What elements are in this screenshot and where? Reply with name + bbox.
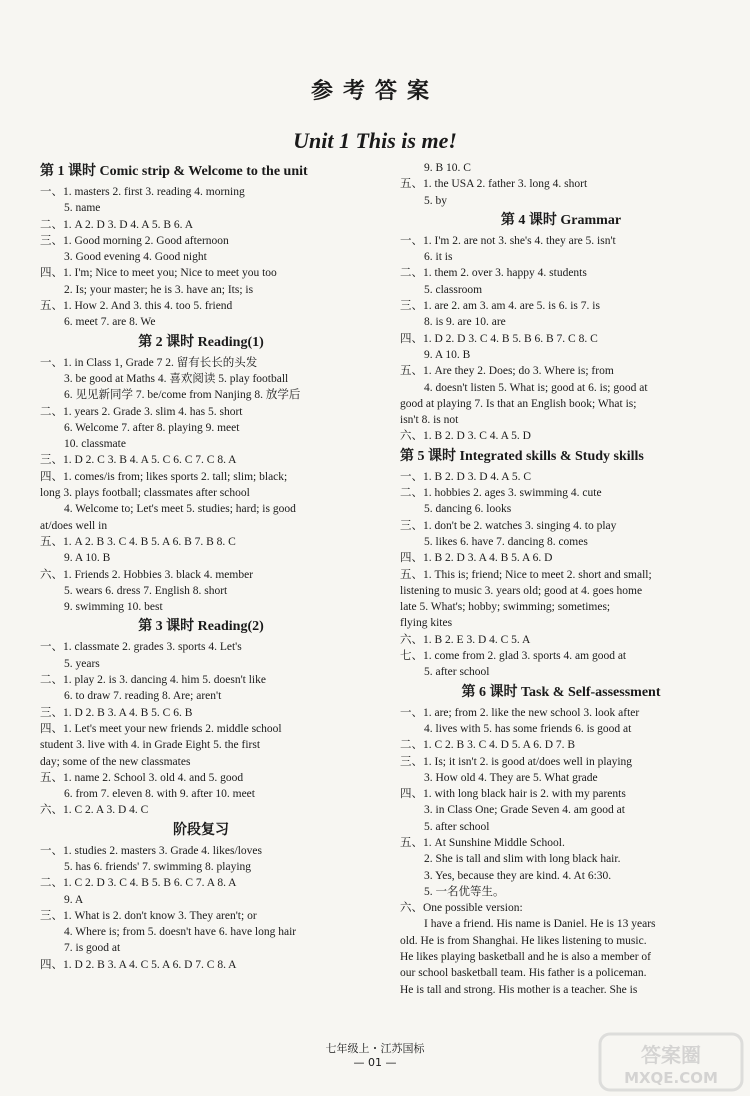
answer-line: 6. 见见新同学 7. be/come from Nanjing 8. 放学后 xyxy=(64,389,301,402)
watermark-top-text: 答案圈 xyxy=(641,1043,701,1067)
footer-grade: 七年级上・江苏国标 xyxy=(325,1042,425,1055)
answer-line: late 5. What's; hobby; swimming; sometimes; xyxy=(400,601,611,614)
answer-line: 二、1. A 2. D 3. D 4. A 5. B 6. A xyxy=(40,218,194,231)
answer-line: 三、1. Is; it isn't 2. is good at/does well in playing xyxy=(400,755,633,768)
answer-line: 四、1. I'm; Nice to meet you; Nice to meet you too xyxy=(40,267,277,280)
answer-line: 二、1. hobbies 2. ages 3. swimming 4. cute xyxy=(400,487,602,500)
section-heading: 阶段复习 xyxy=(173,822,229,838)
answer-line: 一、1. I'm 2. are not 3. she's 4. they are 5. isn't xyxy=(400,234,616,247)
answer-line: good at playing 7. Is that an English book; What is; xyxy=(400,397,637,410)
answer-line: 二、1. play 2. is 3. dancing 4. him 5. doesn't like xyxy=(40,674,266,687)
answer-line: 三、1. What is 2. don't know 3. They aren't; or xyxy=(40,909,257,922)
answer-line: 六、1. B 2. E 3. D 4. C 5. A xyxy=(400,633,531,646)
answer-line: flying kites xyxy=(400,617,453,630)
answer-line: 4. doesn't listen 5. What is; good at 6. is; good at xyxy=(424,381,648,394)
answer-line: 4. Welcome to; Let's meet 5. studies; hard; is good xyxy=(64,503,296,516)
answer-line: 3. in Class One; Grade Seven 4. am good at xyxy=(424,804,625,817)
answer-line: 一、1. in Class 1, Grade 7 2. 留有长长的头发 xyxy=(40,356,258,369)
answer-line: 五、1. How 2. And 3. this 4. too 5. friend xyxy=(40,300,233,313)
answer-line: 三、1. D 2. B 3. A 4. B 5. C 6. B xyxy=(40,706,193,719)
answer-line: 二、1. C 2. D 3. C 4. B 5. B 6. C 7. A 8. A xyxy=(40,877,237,890)
answer-line: 2. She is tall and slim with long black hair. xyxy=(424,853,621,866)
answer-line: 5. wears 6. dress 7. English 8. short xyxy=(64,584,228,597)
section-heading: 第 4 课时 Grammar xyxy=(500,212,622,228)
section-heading: 第 1 课时 Comic strip & Welcome to the unit xyxy=(40,164,308,179)
answer-line: 9. A 10. B xyxy=(424,348,471,361)
answer-line: 5. classroom xyxy=(424,283,483,296)
answer-line: 6. meet 7. are 8. We xyxy=(64,316,156,329)
answer-line: long 3. plays football; classmates after school xyxy=(40,487,250,500)
answer-line: 6. from 7. eleven 8. with 9. after 10. meet xyxy=(64,788,255,801)
answer-line: 六、One possible version: xyxy=(400,902,523,915)
answer-line: 3. Good evening 4. Good night xyxy=(64,251,207,264)
answer-line: 5. 一名优等生。 xyxy=(424,885,505,898)
answer-line: 四、1. D 2. B 3. A 4. C 5. A 6. D 7. C 8. A xyxy=(40,958,237,971)
unit-title: Unit 1 This is me! xyxy=(293,128,457,153)
answer-line: 4. Where is; from 5. doesn't have 6. have long hair xyxy=(64,926,297,939)
answer-line: 5. years xyxy=(64,657,100,670)
left-column xyxy=(40,160,362,973)
answer-line: 五、1. Are they 2. Does; do 3. Where is; from xyxy=(400,365,614,378)
answer-line: 三、1. D 2. C 3. B 4. A 5. C 6. C 7. C 8. A xyxy=(40,454,237,467)
answer-line: 三、1. don't be 2. watches 3. singing 4. to play xyxy=(400,519,617,532)
answer-line: 二、1. years 2. Grade 3. slim 4. has 5. short xyxy=(40,405,243,418)
answer-line: 七、1. come from 2. glad 3. sports 4. am good at xyxy=(400,650,627,663)
answer-line: 三、1. Good morning 2. Good afternoon xyxy=(40,234,229,247)
answer-line: student 3. live with 4. in Grade Eight 5. the first xyxy=(40,739,261,752)
answer-line: 四、1. B 2. D 3. A 4. B 5. A 6. D xyxy=(400,552,553,565)
right-column xyxy=(400,160,722,998)
answer-line: 五、1. name 2. School 3. old 4. and 5. good xyxy=(40,771,244,784)
page-title: 参考答案 xyxy=(310,79,439,104)
answer-line: 9. swimming 10. best xyxy=(64,601,163,614)
answer-line: 2. Is; your master; he is 3. have an; Its; is xyxy=(64,283,254,296)
answer-line: 五、1. At Sunshine Middle School. xyxy=(400,836,565,849)
answer-line: 3. How old 4. They are 5. What grade xyxy=(424,771,598,784)
answer-line: 7. is good at xyxy=(64,942,121,955)
essay-line: He is tall and strong. His mother is a teacher. She is xyxy=(400,983,638,996)
answer-line: 五、1. A 2. B 3. C 4. B 5. A 6. B 7. B 8. C xyxy=(40,535,236,548)
answer-line: 六、1. C 2. A 3. D 4. C xyxy=(40,804,149,817)
watermark-bottom-text: MXQE.COM xyxy=(624,1069,718,1087)
answer-line: 5. likes 6. have 7. dancing 8. comes xyxy=(424,535,588,548)
answer-line: 四、1. comes/is from; likes sports 2. tall; slim; black; xyxy=(40,470,288,483)
answer-line: 一、1. B 2. D 3. D 4. A 5. C xyxy=(400,470,531,483)
answer-line: 一、1. studies 2. masters 3. Grade 4. likes/loves xyxy=(40,844,262,857)
answer-line: 二、1. C 2. B 3. C 4. D 5. A 6. D 7. B xyxy=(400,739,576,752)
answer-line: 3. be good at Maths 4. 喜欢阅读 5. play football xyxy=(64,372,289,385)
answer-line: 四、1. with long black hair is 2. with my parents xyxy=(400,788,626,801)
answer-line: 9. A xyxy=(64,893,84,906)
answer-line: 一、1. are; from 2. like the new school 3. look after xyxy=(400,706,640,719)
essay-line: old. He is from Shanghai. He likes listening to music. xyxy=(400,934,647,947)
essay-line: our school basketball team. His father is a policeman. xyxy=(400,967,647,980)
answer-line: 6. Welcome 7. after 8. playing 9. meet xyxy=(64,421,240,434)
answer-line: 9. A 10. B xyxy=(64,552,111,565)
essay-line: I have a friend. His name is Daniel. He is 13 years xyxy=(424,918,656,931)
answer-line: day; some of the new classmates xyxy=(40,755,191,768)
answer-line: 5. by xyxy=(424,194,447,207)
answer-line: 5. dancing 6. looks xyxy=(424,503,512,516)
answer-line: 10. classmate xyxy=(64,438,126,451)
essay-line: He likes playing basketball and he is also a member of xyxy=(400,951,652,964)
answer-line: 6. it is xyxy=(424,251,453,264)
answer-line: 四、1. Let's meet your new friends 2. middle school xyxy=(40,722,282,735)
answer-line: at/does well in xyxy=(40,519,108,532)
answer-line: 三、1. are 2. am 3. am 4. are 5. is 6. is 7. is xyxy=(400,300,600,313)
section-heading: 第 5 课时 Integrated skills & Study skills xyxy=(400,448,644,464)
answer-line: 8. is 9. are 10. are xyxy=(424,316,506,329)
answer-line: 9. B 10. C xyxy=(424,162,471,174)
answer-line: 4. lives with 5. has some friends 6. is good at xyxy=(424,722,632,735)
answer-line: 一、1. masters 2. first 3. reading 4. morning xyxy=(40,186,245,198)
answer-line: 3. Yes, because they are kind. 4. At 6:30. xyxy=(424,869,612,882)
answer-line: 5. after school xyxy=(424,666,490,679)
answer-line: 6. to draw 7. reading 8. Are; aren't xyxy=(64,690,222,703)
section-heading: 第 6 课时 Task & Self-assessment xyxy=(461,684,661,700)
answer-line: 六、1. Friends 2. Hobbies 3. black 4. member xyxy=(40,568,254,581)
answer-line: isn't 8. is not xyxy=(400,414,459,427)
watermark-logo xyxy=(596,1030,746,1094)
answer-line: 5. name xyxy=(64,202,101,215)
page-number: — 01 — xyxy=(353,1056,397,1069)
answer-line: 五、1. This is; friend; Nice to meet 2. short and small; xyxy=(400,568,652,581)
answer-line: 5. has 6. friends' 7. swimming 8. playing xyxy=(64,860,252,873)
answer-line: 五、1. the USA 2. father 3. long 4. short xyxy=(400,178,588,191)
answer-line: listening to music 3. years old; good at 4. goes home xyxy=(400,584,643,597)
section-heading: 第 3 课时 Reading(2) xyxy=(138,619,264,635)
answer-line: 一、1. classmate 2. grades 3. sports 4. Let's xyxy=(40,641,242,654)
section-heading: 第 2 课时 Reading(1) xyxy=(138,334,264,350)
answer-line: 5. after school xyxy=(424,820,490,833)
answer-line: 二、1. them 2. over 3. happy 4. students xyxy=(400,267,587,280)
answer-line: 六、1. B 2. D 3. C 4. A 5. D xyxy=(400,430,531,443)
answer-line: 四、1. D 2. D 3. C 4. B 5. B 6. B 7. C 8. C xyxy=(400,332,598,345)
